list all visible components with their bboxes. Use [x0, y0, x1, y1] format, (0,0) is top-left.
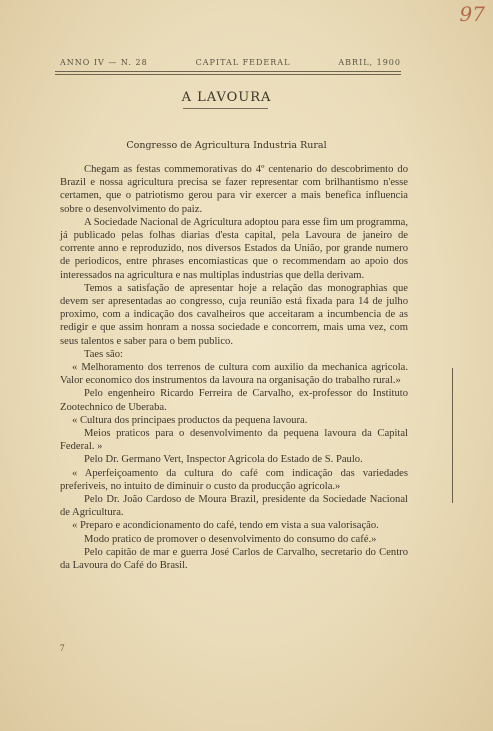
paragraph: Chegam as festas commemorativas do 4º centenario do descobrimento do Brazil e nossa agricultura precisa se fazer representar com brilhantismo n'esse certamen, que o patriotismo gerou para vir exercer a mais benefica influencia sobre o desenvolvimento do paiz.: [60, 164, 408, 215]
header-issue: ANNO IV — N. 28: [60, 58, 148, 67]
running-header: [60, 58, 401, 67]
header-date: ABRIL, 1900: [338, 58, 401, 67]
monograph-author: Pelo engenheiro Ricardo Ferreira de Carvalho, ex-professor do Instituto Zootechnico de Uberaba.: [60, 388, 408, 413]
article-body: [60, 163, 408, 572]
margin-pencil-mark: [452, 368, 453, 503]
article-subtitle: Congresso de Agricultura Industria Rural: [126, 140, 327, 151]
monograph-author: Pelo Dr. Germano Vert, Inspector Agricola do Estado de S. Paulo.: [84, 454, 363, 466]
paragraph: Temos a satisfação de apresentar hoje a relação das monographias que devem ser apresentadas ao congresso, cuja reunião está fixada para 14 de julho proximo, com a indicação dos cavalheiros que acceitaram a incumbencia de as redigir e que assim honram a nossa sociedade e concorrem, mais uma vez, com seus talentos e saber para o bem publico.: [60, 282, 408, 347]
monograph-title: « Cultura dos principaes productos da pequena lavoura.: [72, 414, 308, 426]
monograph-title: « Melhoramento dos terrenos de cultura com auxilio da mechanica agricola. Valor economico dos instrumentos da lavoura na organisação do trabalho rural.»: [60, 362, 408, 387]
signature-mark: 7: [60, 643, 65, 653]
section-title: A LAVOURA: [181, 90, 272, 105]
paragraph: A Sociedade Nacional de Agricultura adoptou para esse fim um programma, já publicado pelas folhas diarias d'esta capital, pela Lavoura de janeiro de corrente anno e reproduzido, nos diversos Estados da União, por grande numero de periodicos, entre phrases encomiasticas que o recommendam ao apoio dos interessados na agricultura e nas multiplas industrias que della derivam.: [60, 216, 408, 281]
monograph-title: « Aperfeiçoamento da cultura do café com indicação das variedades preferiveis, no intuito de diminuir o custo da producção agricola.»: [60, 467, 408, 492]
handwritten-page-number: 97: [459, 2, 485, 26]
monograph-author: Pelo capitão de mar e guerra José Carlos de Carvalho, secretario do Centro da Lavoura do Café do Brasil.: [60, 546, 408, 572]
paragraph: Taes são:: [84, 348, 123, 360]
monograph-title: « Preparo e acondicionamento do café, tendo em vista a sua valorisação.: [72, 520, 379, 532]
monograph-title-cont: Modo pratico de promover o desenvolvimento do consumo do café.»: [84, 533, 377, 545]
header-place: CAPITAL FEDERAL: [195, 58, 291, 67]
header-rule-top: [55, 71, 401, 72]
header-rule-bottom: [55, 74, 401, 75]
monograph-author: Pelo Dr. João Cardoso de Moura Brazil, presidente da Sociedade Nacional de Agricultura.: [60, 494, 408, 519]
monograph-title-cont: Meios praticos para o desenvolvimento da pequena lavoura da Capital Federal. »: [60, 428, 408, 453]
title-underline: [183, 108, 268, 109]
